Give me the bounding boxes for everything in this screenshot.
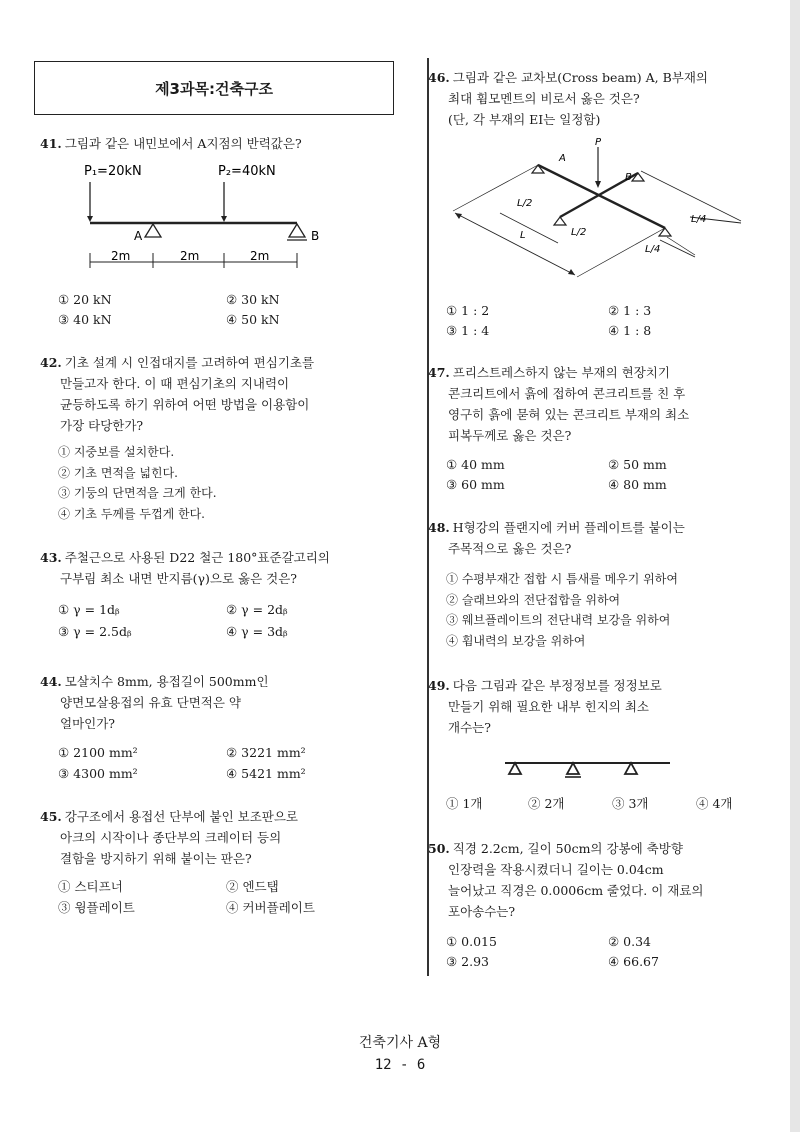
overhang-beam-diagram	[60, 156, 360, 276]
option-3[interactable]: ③ 윙플레이트	[58, 900, 135, 915]
question-text: 그림과 같은 내민보에서 A지점의 반력값은?	[64, 136, 302, 151]
option-4[interactable]: ④ 66.67	[608, 954, 659, 969]
option-4[interactable]: ④ 4개	[696, 796, 733, 811]
subject-title: 제3과목:건축구조	[155, 79, 273, 98]
option-2[interactable]: ② γ = 2dᵦ	[226, 602, 288, 617]
question-line: 영구히 흙에 묻혀 있는 콘크리트 부재의 최소	[448, 407, 690, 422]
option-4[interactable]: ④ 기초 두께를 두껍게 한다.	[58, 506, 205, 521]
support-a-label: A	[134, 229, 143, 243]
option-3[interactable]: ③ 4300 mm²	[58, 766, 138, 781]
option-1[interactable]: ① 스티프너	[58, 879, 123, 894]
load-p-label: P	[595, 137, 602, 148]
question-49	[428, 675, 662, 738]
question-line: 그림과 같은 교차보(Cross beam) A, B부재의	[452, 70, 708, 85]
beam-a-label: A	[559, 153, 566, 164]
option-4[interactable]: ④ 커버플레이트	[226, 900, 315, 915]
question-47	[428, 362, 689, 446]
question-line: 균등하도록 하기 위하여 어떤 방법을 이용함이	[60, 397, 310, 412]
dimension-3: 2m	[250, 249, 270, 263]
question-line: 구부림 최소 내면 반지름(γ)으로 옳은 것은?	[60, 571, 297, 586]
question-line: 프리스트레스하지 않는 부재의 현장치기	[452, 365, 670, 380]
option-1[interactable]: ① 40 mm	[446, 457, 505, 472]
question-line: 만들고자 한다. 이 때 편심기초의 지내력이	[60, 376, 290, 391]
question-46	[428, 67, 708, 130]
option-4[interactable]: ④ 1 : 8	[608, 323, 652, 338]
support-a	[145, 224, 161, 237]
load-p2-label: P₂=40kN	[218, 164, 276, 179]
q42-options	[58, 442, 217, 524]
question-line: 모살치수 8mm, 용접길이 500mm인	[64, 674, 269, 689]
option-2[interactable]: ② 0.34	[608, 934, 652, 949]
question-line: 피복두께로 옳은 것은?	[448, 428, 572, 443]
question-line: 인장력을 작용시켰더니 길이는 0.04cm	[448, 862, 664, 877]
question-50	[428, 838, 703, 922]
question-line: 만들기 위해 필요한 내부 힌지의 최소	[448, 699, 649, 714]
dim-l2b-label: L/2	[571, 227, 587, 238]
option-3[interactable]: ③ 40 kN	[58, 312, 112, 327]
option-2[interactable]: ② 3221 mm²	[226, 745, 306, 760]
dim-l-label: L	[520, 230, 526, 241]
question-number: 45.	[40, 809, 62, 824]
support-b	[289, 224, 305, 237]
question-42	[40, 352, 314, 436]
option-1[interactable]: ① γ = 1dᵦ	[58, 602, 120, 617]
footer-exam-name: 건축기사 A형	[358, 1035, 442, 1051]
load-p1-label: P₁=20kN	[84, 164, 142, 179]
dim-l2a-label: L/2	[517, 198, 533, 209]
option-3[interactable]: ③ 1 : 4	[446, 323, 490, 338]
question-line: 양면모살용접의 유효 단면적은 약	[60, 695, 241, 710]
question-line: 직경 2.2cm, 길이 50cm의 강봉에 축방향	[452, 841, 683, 856]
option-1[interactable]: ① 1개	[446, 796, 483, 811]
option-3[interactable]: ③ 2.93	[446, 954, 490, 969]
question-number: 42.	[40, 355, 62, 370]
option-4[interactable]: ④ γ = 3dᵦ	[226, 624, 288, 639]
option-1[interactable]: ① 1 : 2	[446, 303, 490, 318]
question-number: 47.	[428, 365, 450, 380]
beam-a	[538, 165, 665, 228]
cross-beam-diagram	[445, 135, 750, 285]
question-line: 기초 설계 시 인접대지를 고려하여 편심기초를	[64, 355, 315, 370]
question-line: 포아송수는?	[448, 904, 516, 919]
question-line: 개수는?	[448, 720, 491, 735]
option-2[interactable]: ② 1 : 3	[608, 303, 652, 318]
option-1[interactable]: ① 지중보를 설치한다.	[58, 445, 175, 459]
dimension-1: 2m	[111, 249, 131, 263]
question-number: 44.	[40, 674, 62, 689]
question-number: 41.	[40, 136, 62, 151]
question-41	[40, 133, 302, 154]
question-line: (단, 각 부재의 EI는 일정함)	[448, 112, 601, 127]
option-3[interactable]: ③ 웨브플레이트의 전단내력 보강을 위하여	[446, 613, 671, 627]
question-line: 얼마인가?	[60, 716, 116, 731]
option-4[interactable]: ④ 5421 mm²	[226, 766, 306, 781]
option-3[interactable]: ③ 기둥의 단면적을 크게 한다.	[58, 486, 217, 500]
dim-l4a-label: L/4	[691, 214, 707, 225]
option-3[interactable]: ③ 60 mm	[446, 477, 505, 492]
option-1[interactable]: ① 수평부재간 접합 시 틈새를 메우기 위하여	[446, 572, 678, 586]
option-1[interactable]: ① 0.015	[446, 934, 497, 949]
page-edge-shadow	[790, 0, 800, 1132]
option-1[interactable]: ① 20 kN	[58, 292, 112, 307]
option-4[interactable]: ④ 휨내력의 보강을 위하여	[446, 633, 586, 648]
support-1	[509, 763, 521, 774]
indeterminate-beam-diagram	[500, 755, 680, 785]
option-4[interactable]: ④ 50 kN	[226, 312, 280, 327]
option-3[interactable]: ③ 3개	[612, 796, 649, 811]
question-line: 다음 그림과 같은 부정정보를 정정보로	[452, 678, 662, 693]
option-2[interactable]: ② 엔드탭	[226, 879, 279, 894]
question-45	[40, 806, 298, 869]
question-number: 50.	[428, 841, 450, 856]
question-48	[428, 517, 685, 559]
question-line: 강구조에서 용접선 단부에 붙인 보조판으로	[64, 809, 298, 824]
subject-title-box	[34, 61, 394, 115]
beam-b-label: B	[625, 172, 632, 183]
question-line: 주목적으로 옳은 것은?	[448, 541, 572, 556]
option-1[interactable]: ① 2100 mm²	[58, 745, 138, 760]
option-4[interactable]: ④ 80 mm	[608, 477, 667, 492]
dim-l4b-label: L/4	[645, 244, 661, 255]
question-line: 최대 휨모멘트의 비로서 옳은 것은?	[448, 91, 640, 106]
question-43	[40, 547, 330, 589]
question-line: H형강의 플랜지에 커버 플레이트를 붙이는	[452, 520, 685, 535]
question-line: 주철근으로 사용된 D22 철근 180°표준갈고리의	[64, 550, 330, 565]
footer-page-number: 12 - 6	[374, 1057, 426, 1073]
question-line: 결함을 방지하기 위해 붙이는 판은?	[60, 851, 252, 866]
question-line: 가장 타당한가?	[60, 418, 144, 433]
question-44	[40, 671, 269, 734]
question-line: 콘크리트에서 흙에 접하여 콘크리트를 친 후	[448, 386, 686, 401]
question-number: 46.	[428, 70, 450, 85]
support-2	[567, 763, 579, 774]
option-2[interactable]: ② 30 kN	[226, 292, 280, 307]
dimension-2: 2m	[180, 249, 200, 263]
option-2[interactable]: ② 2개	[528, 796, 565, 811]
option-3[interactable]: ③ γ = 2.5dᵦ	[58, 624, 132, 639]
option-2[interactable]: ② 50 mm	[608, 457, 667, 472]
question-number: 43.	[40, 550, 62, 565]
question-number: 49.	[428, 678, 450, 693]
question-line: 아크의 시작이나 종단부의 크레이터 등의	[60, 830, 282, 845]
question-number: 48.	[428, 520, 450, 535]
support-b-label: B	[311, 229, 320, 243]
option-2[interactable]: ② 슬래브와의 전단접합을 위하여	[446, 592, 621, 607]
question-line: 늘어났고 직경은 0.0006cm 줄었다. 이 재료의	[448, 883, 704, 898]
option-2[interactable]: ② 기초 면적을 넓힌다.	[58, 465, 178, 480]
q48-options	[446, 569, 678, 651]
support-3	[625, 763, 637, 774]
